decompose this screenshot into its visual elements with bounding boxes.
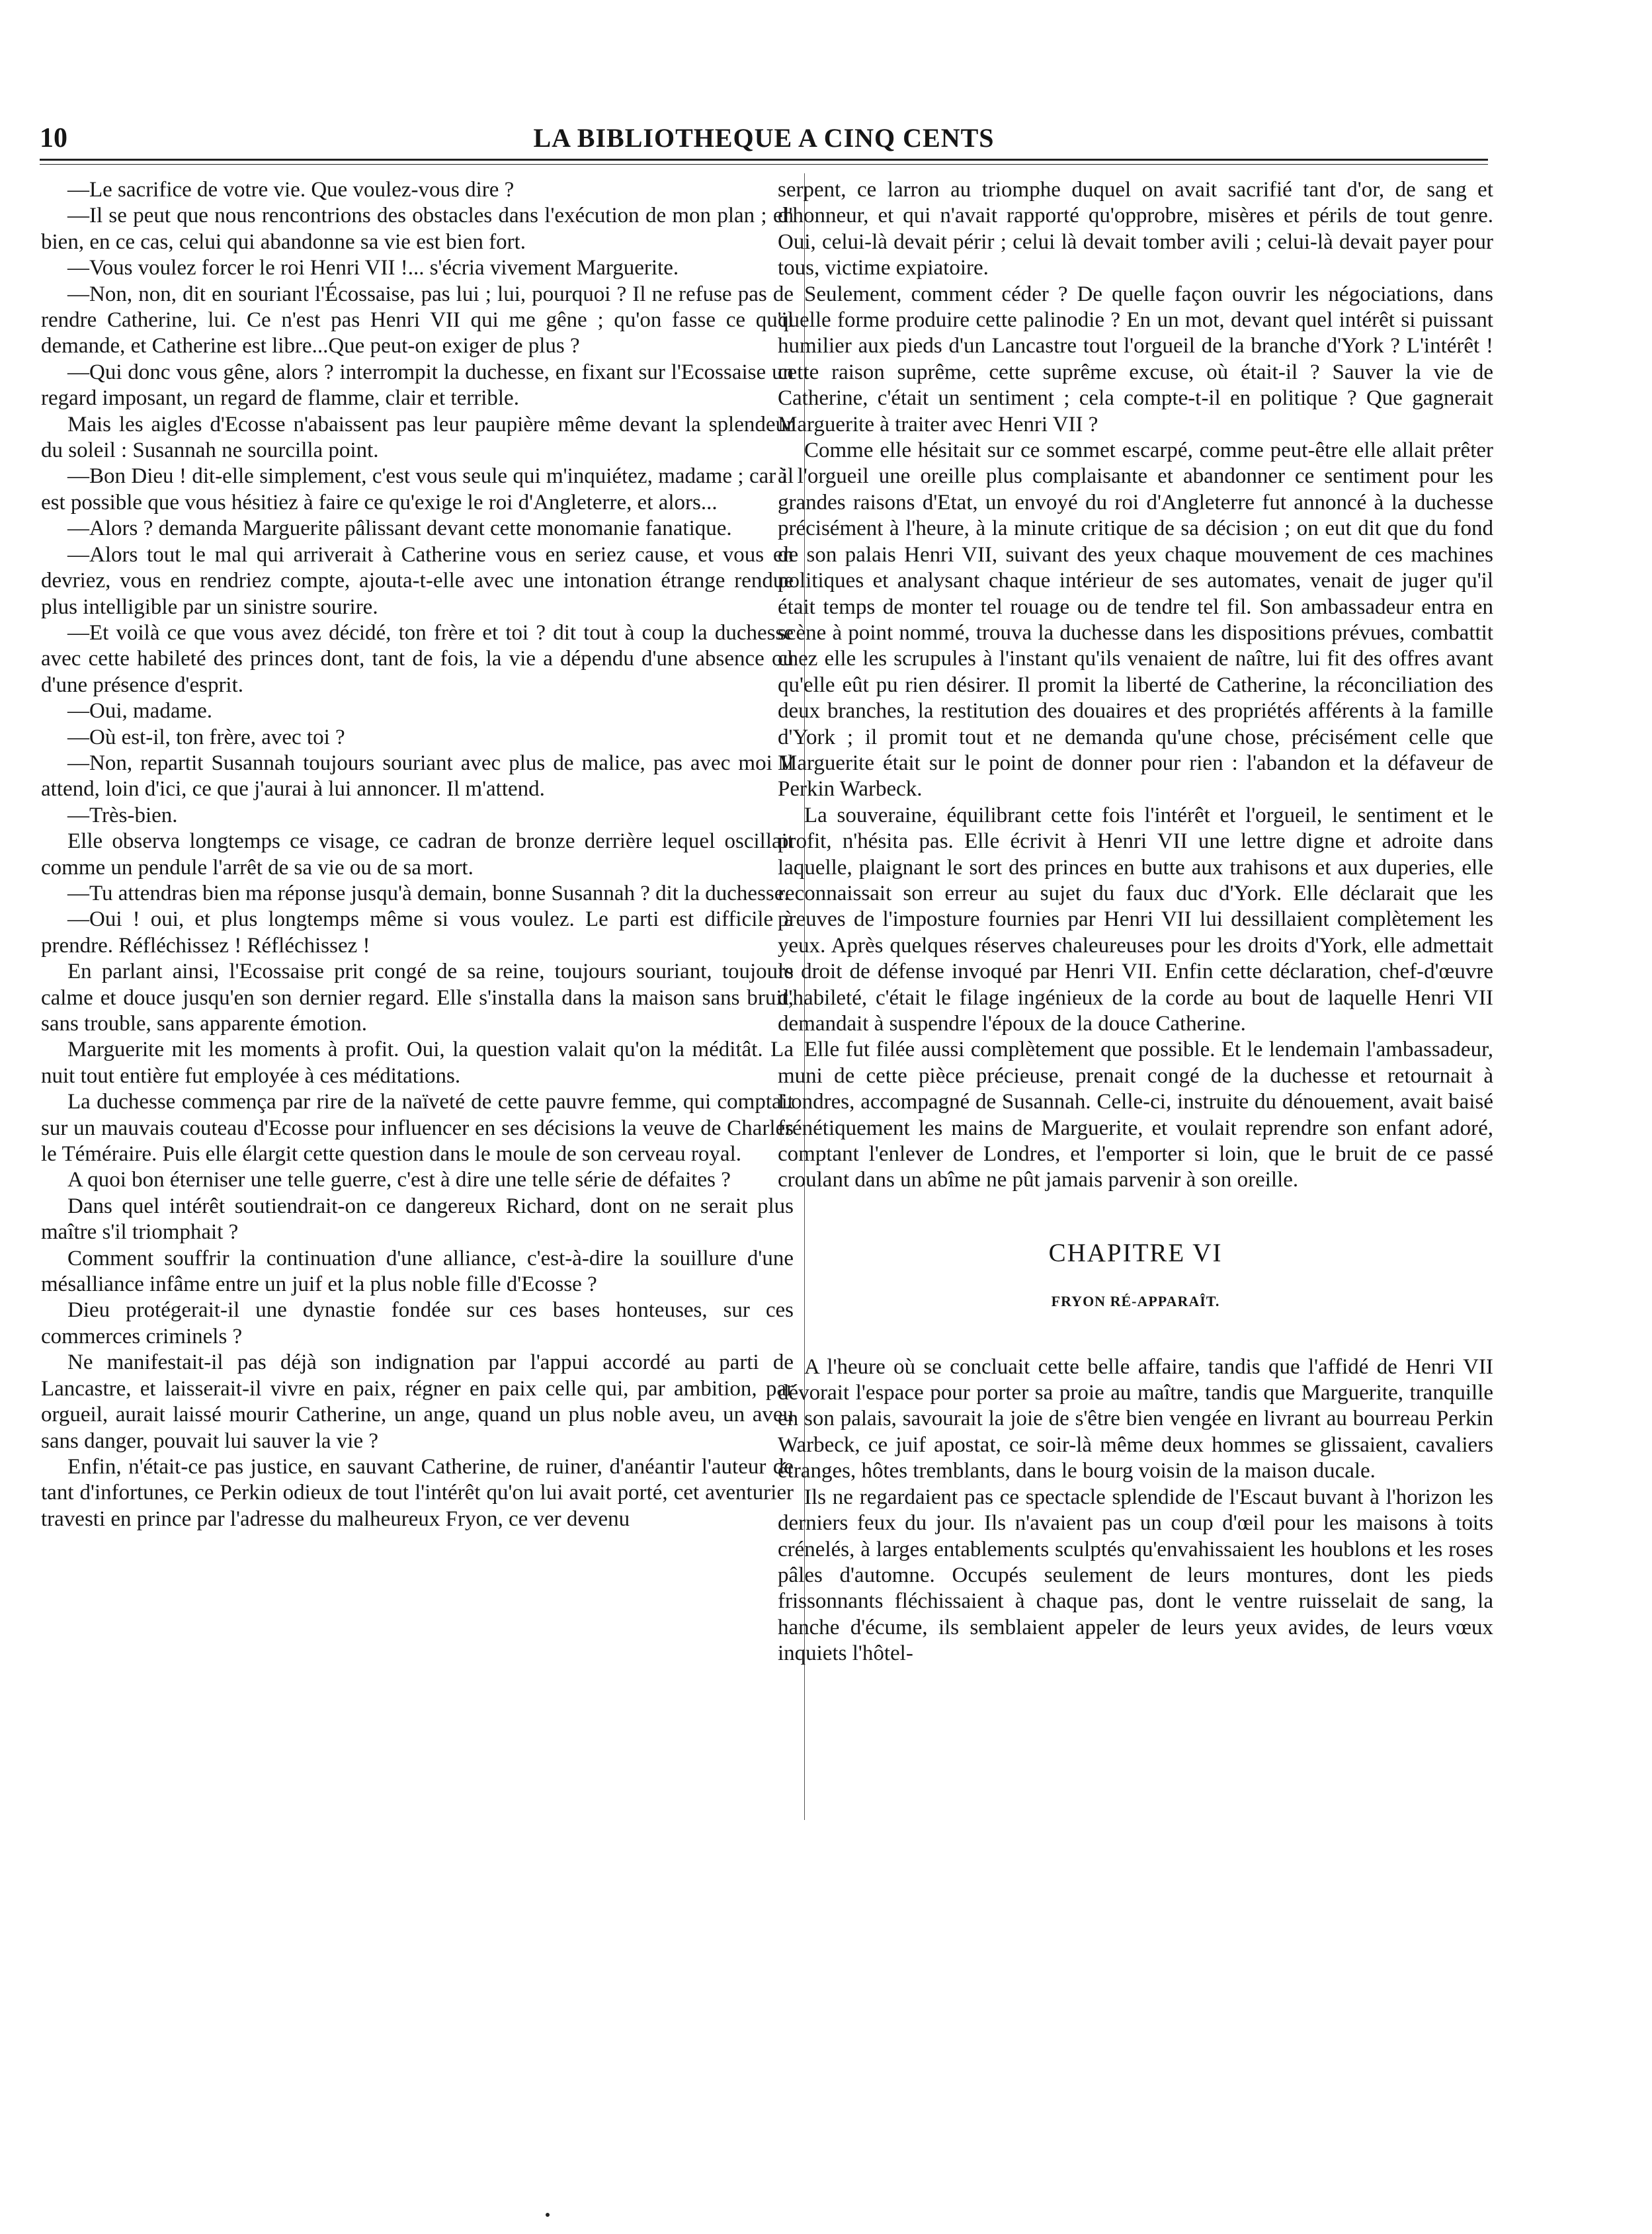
paragraph: —Non, non, dit en souriant l'Écossaise, pas lui ; lui, pourquoi ? Il ne refuse pas de rendre Catherine, lui. Ce n'est pas Henri VII qui me gêne ; qu'on fasse ce qu'il demande, et Catherine est libre...Que peut-on exiger de plus ? [41,282,794,358]
paragraph: Marguerite mit les moments à profit. Oui, la question valait qu'on la méditât. La nuit tout entière fut employée à ces méditations. [41,1038,794,1088]
paragraph: —Il se peut que nous rencontrions des obstacles dans l'exécution de mon plan ; eh bien, en ce cas, celui qui abandonne sa vie est bien fort. [41,204,794,254]
paragraph: A quoi bon éterniser une telle guerre, c'est à dire une telle série de défaites ? [67,1168,731,1192]
left-column [41,177,794,1532]
paragraph: serpent, ce larron au triomphe duquel on avait sacrifié tant d'or, de sang et d'honneur, et qui n'avait rapporté qu'opprobre, misères et périls de tout genre. Oui, celui-là devait périr ; celui là devait tomber avili ; celui-là devait payer pour tous, victime expiatoire. [778,178,1493,280]
paragraph: —Le sacrifice de votre vie. Que voulez-vous dire ? [67,178,515,202]
paragraph: Dieu protégerait-il une dynastie fondée sur ces bases honteuses, sur ces commerces criminels ? [41,1298,794,1348]
chapter-subtitle: FRYON RÉ-APPARAÎT. [1051,1293,1220,1310]
paragraph: Seulement, comment céder ? De quelle façon ouvrir les négociations, dans quelle forme produire cette palinodie ? En un mot, devant quel intérêt si puissant humilier aux pieds d'un Lancastre tout l'orgueil de la branche d'York ? L'intérêt ! cette raison suprême, cette suprême excuse, où était-il ? Sauver la vie de Catherine, c'était un sentiment ; cela compte-t-il en politique ? Que gagnerait Marguerite à traiter avec Henri VII ? [778,282,1493,436]
paragraph: —Tu attendras bien ma réponse jusqu'à demain, bonne Susannah ? dit la duchesse. [67,881,790,905]
print-speck [546,2213,550,2217]
paragraph: —Oui, madame. [67,699,213,724]
paragraph: Ne manifestait-il pas déjà son indignation par l'appui accordé au parti de Lancastre, et laisserait-il vivre en paix, régner en paix celle qui, par ambition, par orgueil, aurait laissé mourir Catherine, un ange, quand un plus noble aveu, un aveu sans danger, pouvait lui sauver la vie ? [41,1350,794,1453]
paragraph: Mais les aigles d'Ecosse n'abaissent pas leur paupière même devant la splendeur du soleil : Susannah ne sourcilla point. [41,412,794,463]
paragraph: A l'heure où se concluait cette belle affaire, tandis que l'affidé de Henri VII dévorait l'espace pour porter sa proie au maître, tandis que Marguerite, tranquille en son palais, savourait la joie de s'être bien vengée en livrant au bourreau Perkin Warbeck, ce juif apostat, ce soir-là même deux hommes se glissaient, cavaliers étranges, hôtes tremblants, dans le bourg voisin de la maison ducale. [778,1354,1493,1483]
paragraph: —Où est-il, ton frère, avec toi ? [67,725,345,749]
running-title: LA BIBLIOTHEQUE A CINQ CENTS [533,123,995,153]
page-header [40,122,1488,162]
paragraph: Comment souffrir la continuation d'une alliance, c'est-à-dire la souillure d'une mésalliance infâme entre un juif et la plus noble fille d'Ecosse ? [41,1246,794,1297]
paragraph: Elle fut filée aussi complètement que possible. Et le lendemain l'ambassadeur, muni de cette pièce précieuse, prenait congé de la duchesse et retournait à Londres, accompagné de Susannah. Celle-ci, instruite du dénouement, avait baisé frénétiquement les mains de Marguerite, et voulait reprendre son enfant adoré, comptant l'enlever de Londres, et l'emporter si loin, que le bruit de ce passé croulant dans un abîme ne pût jamais parvenir à son oreille. [778,1038,1493,1192]
paragraph: —Bon Dieu ! dit-elle simplement, c'est vous seule qui m'inquiétez, madame ; car il est possible que vous hésitiez à faire ce qu'exige le roi d'Angleterre, et alors... [41,464,794,515]
paragraph: Elle observa longtemps ce visage, ce cadran de bronze derrière lequel oscillait comme un pendule l'arrêt de sa vie ou de sa mort. [41,829,794,880]
chapter-title: CHAPITRE VI [1048,1238,1223,1267]
paragraph: La duchesse commença par rire de la naïveté de cette pauvre femme, qui comptait sur un mauvais couteau d'Ecosse pour influencer en ses décisions la veuve de Charles le Téméraire. Puis elle élargit cette question dans le moule de son cerveau royal. [41,1090,794,1167]
paragraph: Enfin, n'était-ce pas justice, en sauvant Catherine, de ruiner, d'anéantir l'auteur de tant d'infortunes, ce Perkin odieux de tout l'intérêt qu'on lui avait porté, cet aventurier travesti en prince par l'adresse du malheureux Fryon, ce ver devenu [41,1454,794,1531]
paragraph: Dans quel intérêt soutiendrait-on ce dangereux Richard, dont on ne serait plus maître s'il triomphait ? [41,1194,794,1245]
paragraph: —Vous voulez forcer le roi Henri VII !... s'écria vivement Marguerite. [67,256,679,280]
paragraph: —Qui donc vous gêne, alors ? interrompit la duchesse, en fixant sur l'Ecossaise un regard imposant, un regard de flamme, clair et terrible. [41,360,794,411]
paragraph: Ils ne regardaient pas ce spectacle splendide de l'Escaut buvant à l'horizon les derniers feux du jour. Ils n'avaient pas un coup d'œil pour les maisons à toits crénelés, à larges entablements sculptés qu'envahissaient les houblons et les roses pâles d'automne. Occupés seulement de leurs montures, dont les pieds frissonnants fléchissaient à chaque pas, dont le ventre ruisselait de sang, la hanche d'écume, ils semblaient appeler de leurs yeux avides, de leurs vœux inquiets l'hôtel- [778,1485,1493,1666]
page-number: 10 [40,123,67,153]
paragraph: —Et voilà ce que vous avez décidé, ton frère et toi ? dit tout à coup la duchesse avec cette habileté des princes dont, tant de fois, la vie a dépendu d'une absence ou d'une présence d'esprit. [41,620,794,697]
paragraph: —Alors tout le mal qui arriverait à Catherine vous en seriez cause, et vous en devriez, vous en rendriez compte, ajouta-t-elle avec une intonation étrange rendue plus intelligible par un sinistre sourire. [41,542,794,619]
paragraph: Comme elle hésitait sur ce sommet escarpé, comme peut-être elle allait prêter à l'orgueil une oreille plus complaisante et abandonner ce sentiment pour les grandes raisons d'Etat, un envoyé du roi d'Angleterre fut annoncé à la duchesse précisément à l'heure, à la minute critique de sa décision ; on eut dit que du fond de son palais Henri VII, suivant des yeux chaque mouvement de ces machines politiques et analysant chaque intérieur de ses automates, venait de juger qu'il était temps de monter tel rouage ou de tendre tel fil. Son ambassadeur entra en scène à point nommé, trouva la duchesse dans les dispositions prévues, combattit chez elle les scrupules à l'instant qu'ils venaient de naître, lui fit des offres avant qu'elle eût pu rien désirer. Il promit la liberté de Catherine, la réconciliation des deux branches, la restitution des douaires et des propriétés afférents à la famille d'York ; il promit tout et ne demanda qu'une chose, précisément celle que Marguerite était sur le point de donner pour rien : l'abandon et la défaveur de Perkin Warbeck. [778,438,1493,802]
paragraph: —Très-bien. [67,803,178,827]
paragraph: En parlant ainsi, l'Ecossaise prit congé de sa reine, toujours souriant, toujours calme et douce jusqu'en son dernier regard. Elle s'installa dans la maison sans bruit, sans trouble, sans apparente émotion. [41,960,794,1036]
paragraph: La souveraine, équilibrant cette fois l'intérêt et l'orgueil, le sentiment et le profit, n'hésita pas. Elle écrivit à Henri VII une lettre digne et adroite dans laquelle, plaignant le sort des princes en butte aux trahisons et aux duperies, elle reconnaissait son erreur au sujet du faux duc d'York. Elle déclarait que les preuves de l'imposture fournies par Henri VII lui dessillaient complètement les yeux. Après quelques réserves chaleureuses pour les droits d'York, elle admettait le droit de défense invoqué par Henri VII. Enfin cette déclaration, chef-d'œuvre d'habileté, c'était le filage ingénieux de la corde au bout de laquelle Henri VII demandait à suspendre l'époux de la douce Catherine. [778,803,1493,1036]
header-rule-thick [40,159,1488,161]
paragraph: —Alors ? demanda Marguerite pâlissant devant cette monomanie fanatique. [67,517,732,541]
right-column [778,177,1493,1667]
paragraph: —Oui ! oui, et plus longtemps même si vous voulez. Le parti est difficile à prendre. Réfléchissez ! Réfléchissez ! [41,907,794,958]
header-rule-thin [40,164,1488,165]
paragraph: —Non, repartit Susannah toujours souriant avec plus de malice, pas avec moi Il attend, loin d'ici, ce que j'aurai à lui annoncer. Il m'attend. [41,751,794,802]
